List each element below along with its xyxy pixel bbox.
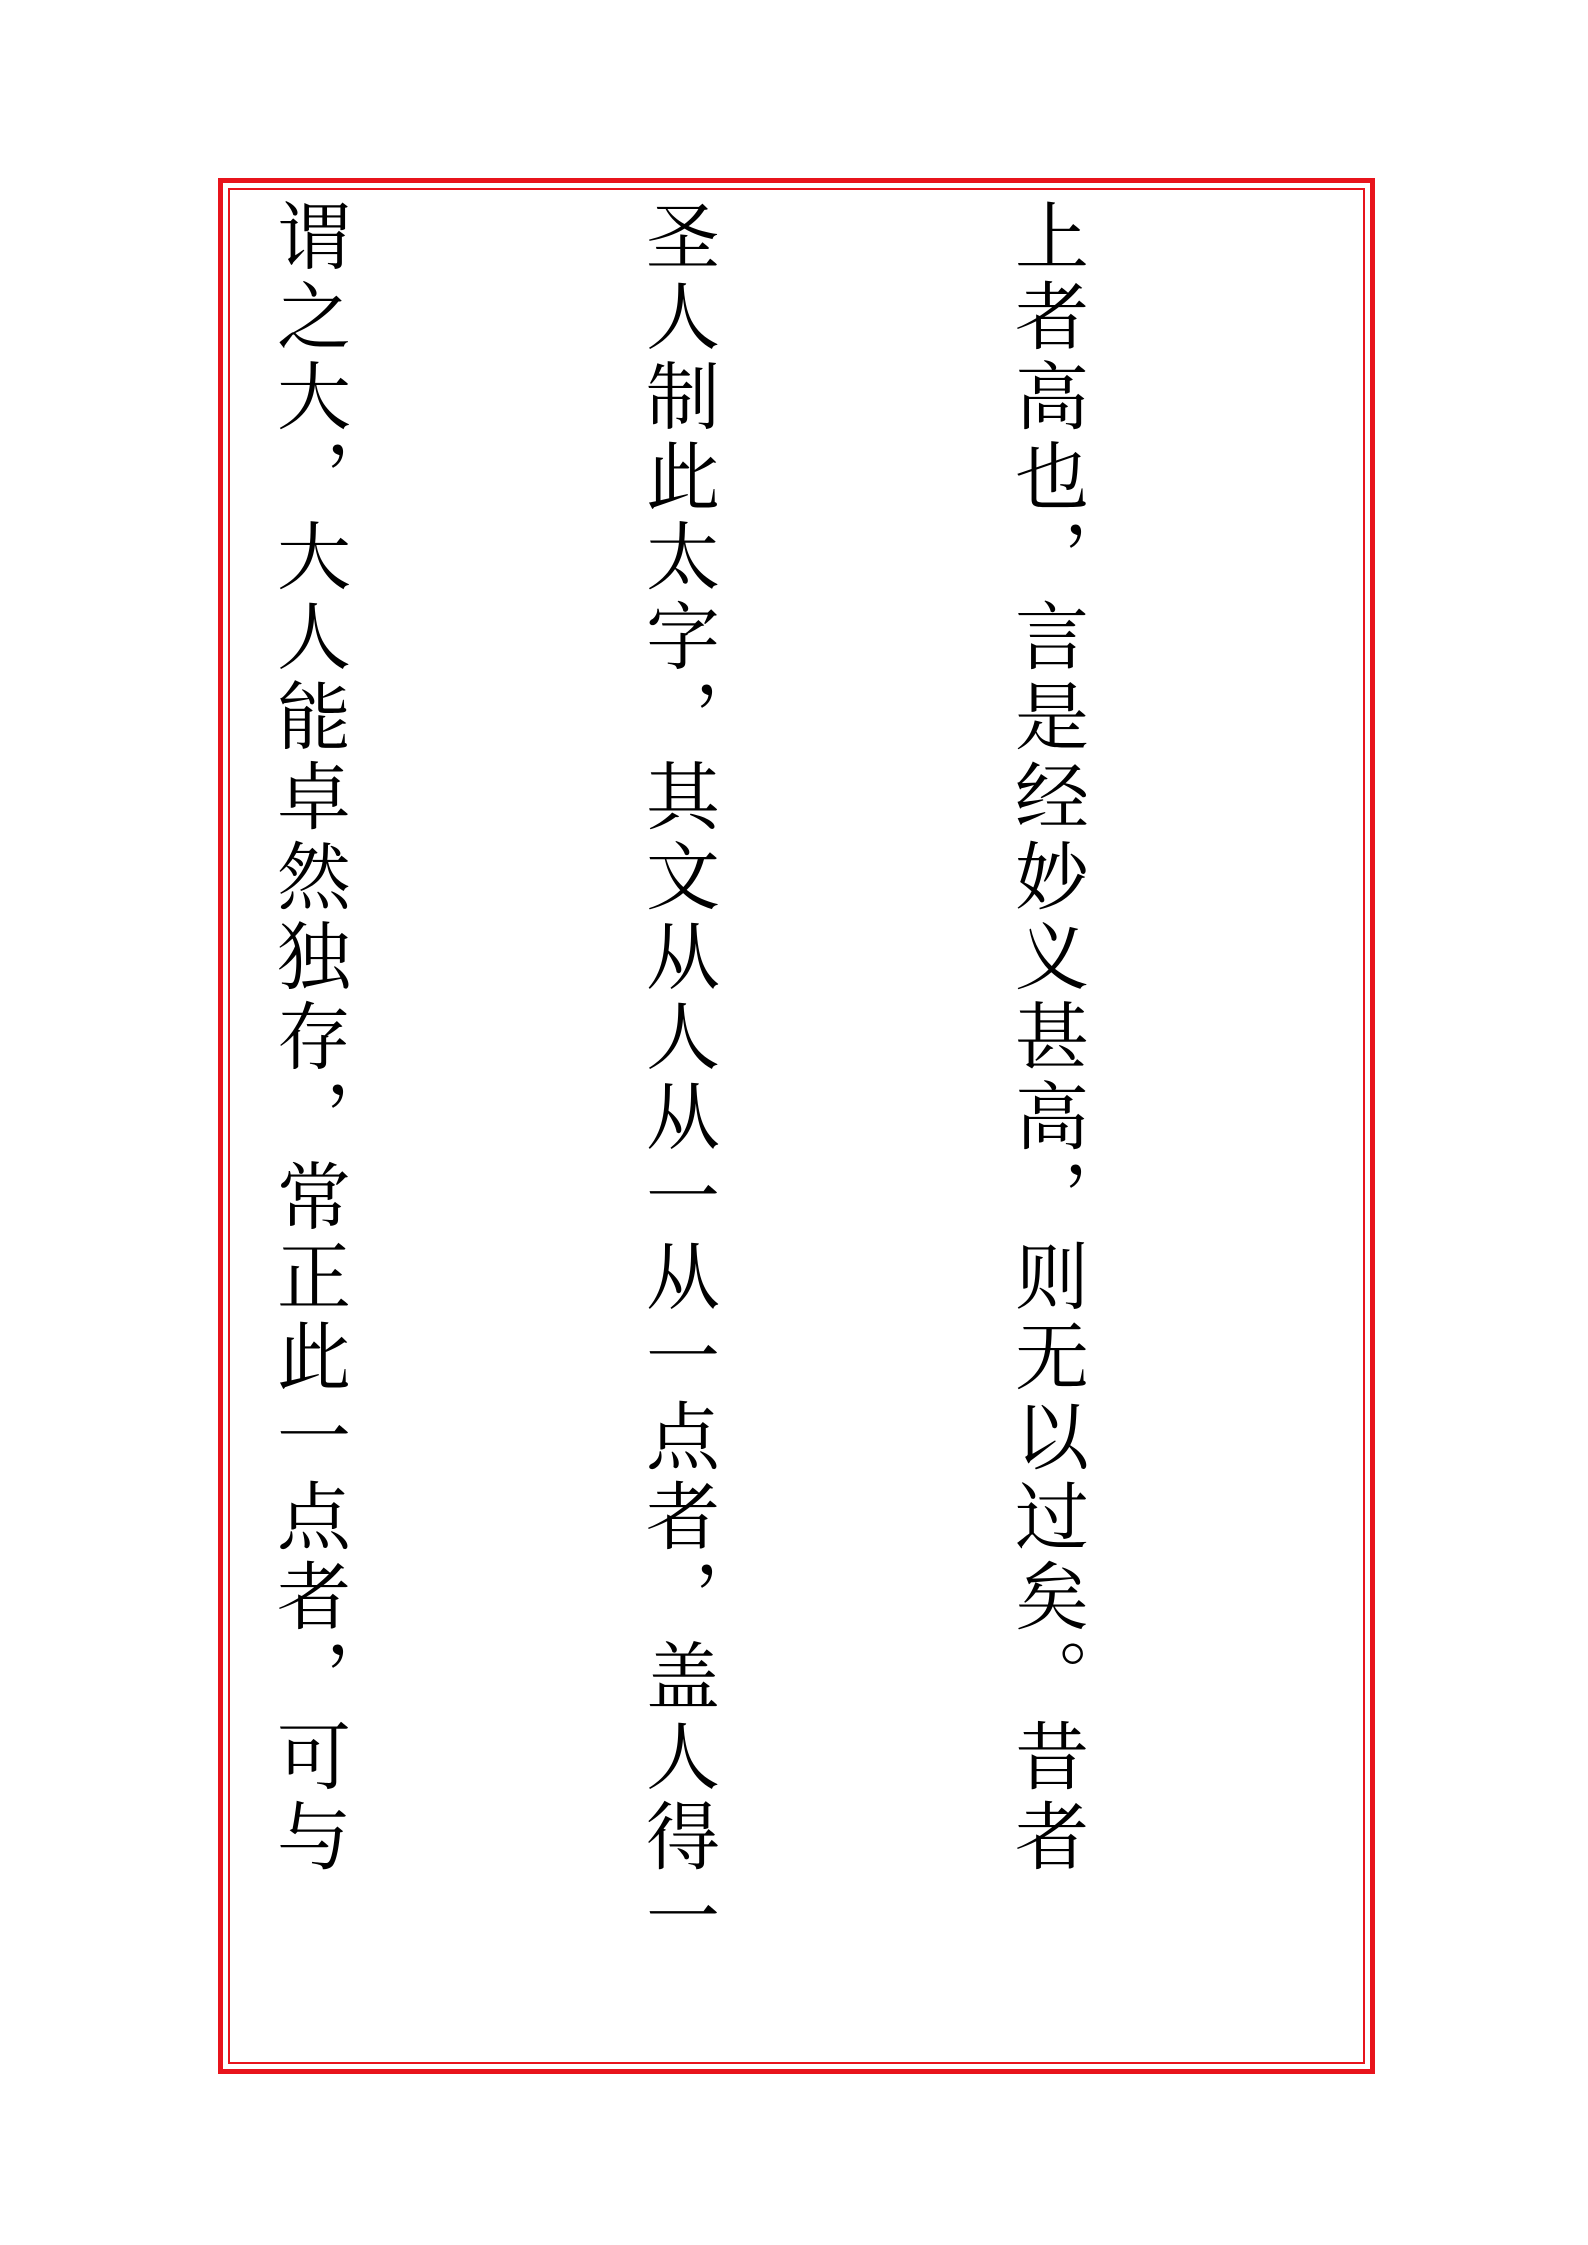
- text-column-2: 圣人制此太字，其文从人从一从一点者，盖人得一: [634, 198, 720, 1958]
- text-column-1: 上者高也，言是经妙义甚高，则无以过矣。昔者: [1003, 198, 1089, 1878]
- text-column-3: 谓之大，大人能卓然独存，常正此一点者，可与: [265, 198, 351, 1878]
- vertical-text-block: [253, 198, 1353, 2118]
